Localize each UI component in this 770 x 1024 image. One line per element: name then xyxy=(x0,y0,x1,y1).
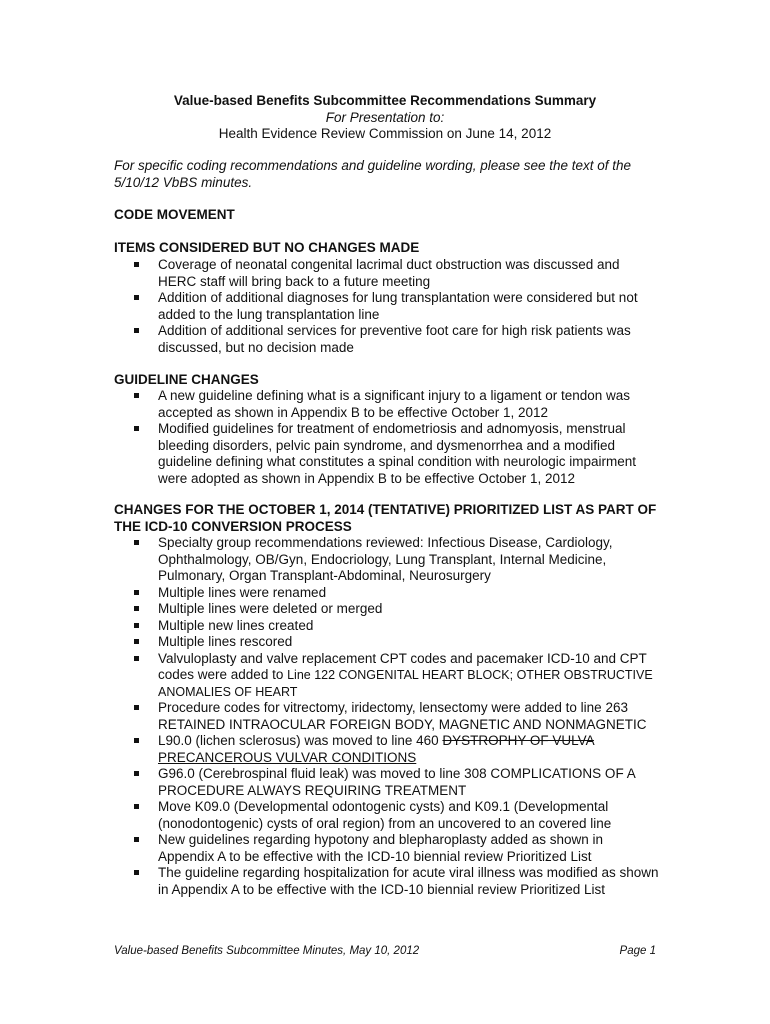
guideline-changes-list xyxy=(130,388,660,487)
bullet-icon xyxy=(134,393,139,398)
list-item: A new guideline defining what is a significant injury to a ligament or tendon was accepted as shown in Appendix B to be effective October 1, 2012 xyxy=(130,388,660,421)
list-item: Multiple new lines created xyxy=(130,618,660,635)
list-item: Valvuloplasty and valve replacement CPT codes and pacemaker ICD-10 and CPT codes were added to Line 122 CONGENITAL HEART BLOCK; OTHER OBSTRUCTIVE ANOMALIES OF HEART xyxy=(130,651,660,701)
bullet-icon xyxy=(134,295,139,300)
bullet-icon xyxy=(134,623,139,628)
bullet-icon xyxy=(134,540,139,545)
icd10-heading: CHANGES FOR THE OCTOBER 1, 2014 (TENTATIVE) PRIORITIZED LIST AS PART OF THE ICD-10 CONVERSION PROCESS xyxy=(114,502,657,534)
line-reference: Line 122 CONGENITAL HEART BLOCK; OTHER OBSTRUCTIVE ANOMALIES OF HEART xyxy=(158,668,653,699)
bullet-icon xyxy=(134,771,139,776)
bullet-icon xyxy=(134,328,139,333)
list-item: G96.0 (Cerebrospinal fluid leak) was moved to line 308 COMPLICATIONS OF A PROCEDURE ALWAYS REQUIRING TREATMENT xyxy=(130,766,660,799)
bullet-icon xyxy=(134,705,139,710)
bullet-icon xyxy=(134,837,139,842)
bullet-icon xyxy=(134,639,139,644)
bullet-icon xyxy=(134,656,139,661)
bullet-icon xyxy=(134,590,139,595)
intro-note: For specific coding recommendations and guideline wording, please see the text of the 5/10/12 VbBS minutes. xyxy=(114,158,632,190)
bullet-icon xyxy=(134,426,139,431)
list-item: Coverage of neonatal congenital lacrimal duct obstruction was discussed and HERC staff will bring back to a future meeting xyxy=(130,257,660,290)
code-movement-heading: CODE MOVEMENT xyxy=(114,207,235,222)
document-subtitle: For Presentation to: xyxy=(325,110,445,125)
presentation-line: Health Evidence Review Commission on June 14, 2012 xyxy=(218,126,552,141)
list-item: The guideline regarding hospitalization for acute viral illness was modified as shown in Appendix A to be effective with the ICD-10 biennial review Prioritized List xyxy=(130,865,660,898)
bullet-icon xyxy=(134,738,139,743)
footer-title: Value-based Benefits Subcommittee Minutes, May 10, 2012 xyxy=(114,945,420,957)
bullet-icon xyxy=(134,262,139,267)
inserted-text: PRECANCEROUS VULVAR CONDITIONS xyxy=(158,749,417,765)
list-item: Modified guidelines for treatment of endometriosis and adnomyosis, menstrual bleeding disorders, pelvic pain syndrome, and dysmenorrhea and a modified guideline defining what constitutes a spinal condition with neurologic impairment were adopted as shown in Appendix B to be effective October 1, 2012 xyxy=(130,421,660,487)
bullet-icon xyxy=(134,804,139,809)
list-item: Multiple lines rescored xyxy=(130,634,660,651)
list-item: Specialty group recommendations reviewed: Infectious Disease, Cardiology, Ophthalmology, OB/Gyn, Endocriology, Lung Transplant, Internal Medicine, Pulmonary, Organ Transplant-Abdominal, Neurosurgery xyxy=(130,535,660,585)
list-item: Procedure codes for vitrectomy, iridectomy, lensectomy were added to line 263 RETAINED INTRAOCULAR FOREIGN BODY, MAGNETIC AND NONMAGNETIC xyxy=(130,700,660,733)
guideline-changes-heading: GUIDELINE CHANGES xyxy=(114,372,259,387)
bullet-icon xyxy=(134,870,139,875)
list-item: Multiple lines were renamed xyxy=(130,585,660,602)
list-item: Addition of additional diagnoses for lung transplantation were considered but not added to the lung transplantation line xyxy=(130,290,660,323)
no-changes-list xyxy=(130,257,660,356)
list-item: New guidelines regarding hypotony and blepharoplasty added as shown in Appendix A to be effective with the ICD-10 biennial review Prioritized List xyxy=(130,832,660,865)
list-item: L90.0 (lichen sclerosus) was moved to line 460 DYSTROPHY OF VULVA PRECANCEROUS VULVAR CONDITIONS xyxy=(130,733,660,766)
bullet-icon xyxy=(134,606,139,611)
struck-text: DYSTROPHY OF VULVA xyxy=(442,733,594,748)
icd10-list xyxy=(130,535,660,898)
no-changes-heading: ITEMS CONSIDERED BUT NO CHANGES MADE xyxy=(114,240,420,255)
list-item: Addition of additional services for preventive foot care for high risk patients was discussed, but no decision made xyxy=(130,323,660,356)
list-item: Move K09.0 (Developmental odontogenic cysts) and K09.1 (Developmental (nonodontogenic) cysts of oral region) from an uncovered to an covered line xyxy=(130,799,660,832)
page-number: Page 1 xyxy=(619,945,656,957)
document-title: Value-based Benefits Subcommittee Recommendations Summary xyxy=(173,93,597,108)
list-item: Multiple lines were deleted or merged xyxy=(130,601,660,618)
